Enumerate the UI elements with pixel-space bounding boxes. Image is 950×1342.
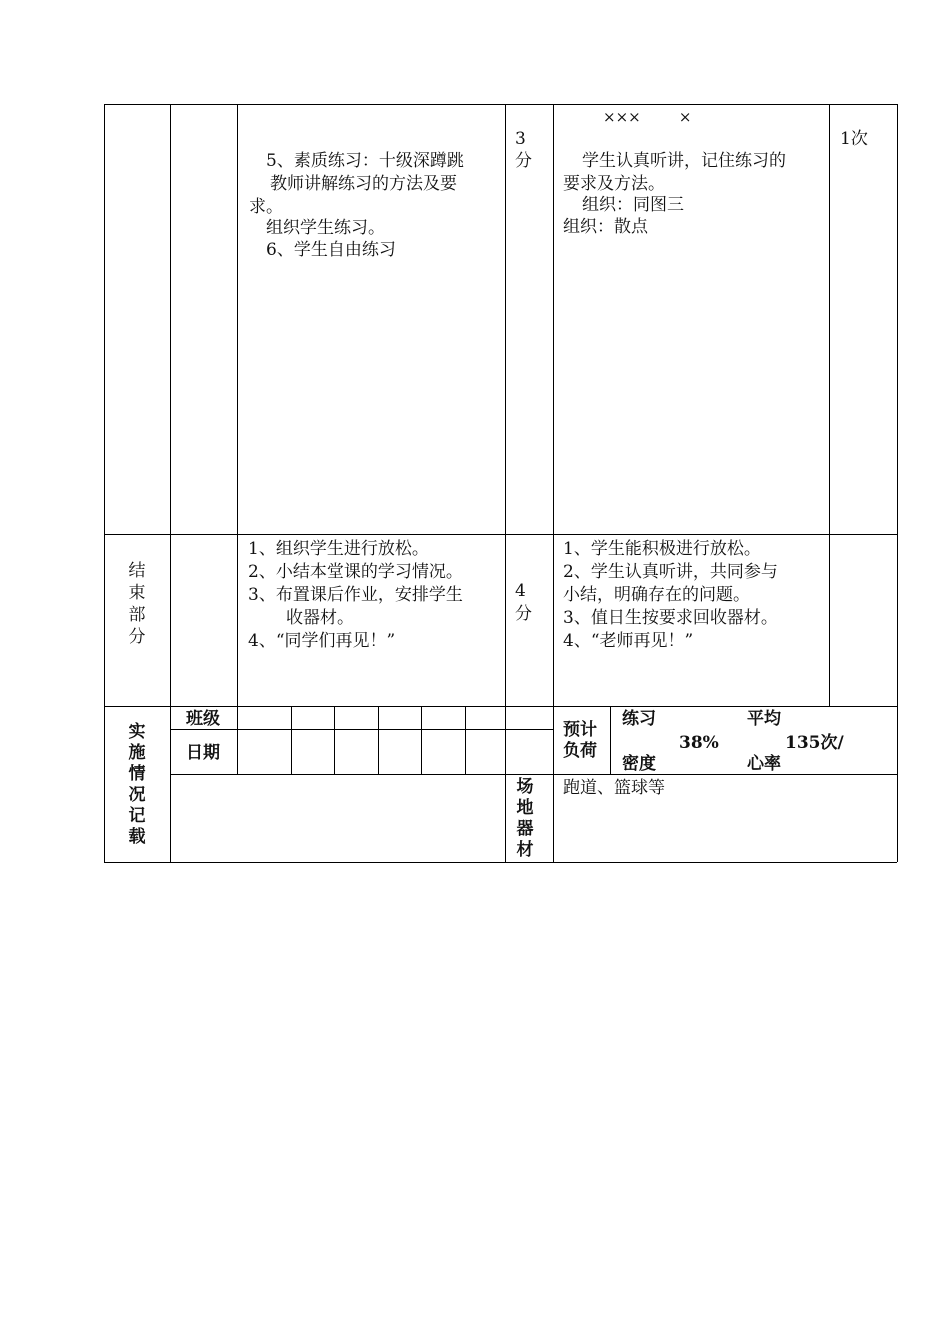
col-divider-5	[829, 104, 830, 706]
time-unit: 分	[515, 151, 532, 171]
load-cell-divider	[610, 706, 611, 774]
student-line: 要求及方法。	[563, 174, 665, 194]
student-line: 学生认真听讲，记住练习的	[582, 151, 786, 171]
table-bottom-border	[104, 862, 897, 863]
time-value: 3	[515, 129, 526, 149]
heart-value: 135次/	[785, 733, 844, 753]
date-label: 日期	[186, 743, 220, 763]
formation-marks: ××× ×	[603, 108, 692, 126]
venue-label: 场地器材	[516, 777, 534, 860]
time-value: 4	[515, 581, 526, 601]
row-divider-record	[104, 706, 897, 707]
student-line: 组织：同图三	[582, 195, 684, 215]
student-line: 3、值日生按要求回收器材。	[563, 608, 778, 628]
content-line: 教师讲解练习的方法及要	[270, 174, 457, 194]
content-line: 求。	[249, 197, 283, 217]
record-inner-divider-left	[170, 774, 553, 775]
class-cell-divider	[334, 706, 335, 774]
record-inner-divider-right	[553, 774, 897, 775]
class-cell-divider	[421, 706, 422, 774]
class-cell-divider	[291, 706, 292, 774]
student-line: 小结，明确存在的问题。	[563, 585, 750, 605]
load-label: 预计负荷	[563, 720, 597, 761]
ending-section-label: 结束部分	[128, 561, 146, 647]
time-unit: 分	[515, 604, 532, 624]
class-label: 班级	[186, 709, 220, 729]
venue-value: 跑道、篮球等	[563, 778, 665, 798]
row-divider-ending	[104, 534, 897, 535]
col-divider-4	[553, 104, 554, 862]
content-line: 4、“同学们再见！”	[248, 631, 396, 651]
student-line: 4、“老师再见！”	[563, 631, 694, 651]
class-cell-divider	[378, 706, 379, 774]
density-label-bottom: 密度	[622, 754, 656, 774]
content-line: 5、素质练习：十级深蹲跳	[266, 151, 464, 171]
table-right-border	[897, 104, 898, 862]
heart-label-bottom: 心率	[747, 754, 781, 774]
content-line: 1、组织学生进行放松。	[248, 539, 429, 559]
table-top-border	[104, 104, 897, 105]
content-line: 组织学生练习。	[266, 218, 385, 238]
col-divider-2	[237, 104, 238, 774]
record-section-label: 实施情况记载	[128, 722, 146, 847]
student-line: 组织：散点	[563, 217, 648, 237]
student-line: 2、学生认真听讲，共同参与	[563, 562, 778, 582]
student-line: 1、学生能积极进行放松。	[563, 539, 761, 559]
col-divider-1	[170, 104, 171, 862]
col-divider-3	[505, 104, 506, 862]
density-label-top: 练习	[622, 709, 656, 729]
heart-label-top: 平均	[747, 709, 781, 729]
content-line: 6、学生自由练习	[266, 240, 396, 260]
content-line: 2、小结本堂课的学习情况。	[248, 562, 463, 582]
class-date-divider	[170, 729, 553, 730]
table-left-border	[104, 104, 105, 862]
practice-count: 1次	[840, 129, 868, 149]
class-cell-divider	[465, 706, 466, 774]
content-line: 3、布置课后作业，安排学生	[248, 585, 463, 605]
density-value: 38%	[679, 733, 719, 753]
content-line: 收器材。	[286, 608, 354, 628]
